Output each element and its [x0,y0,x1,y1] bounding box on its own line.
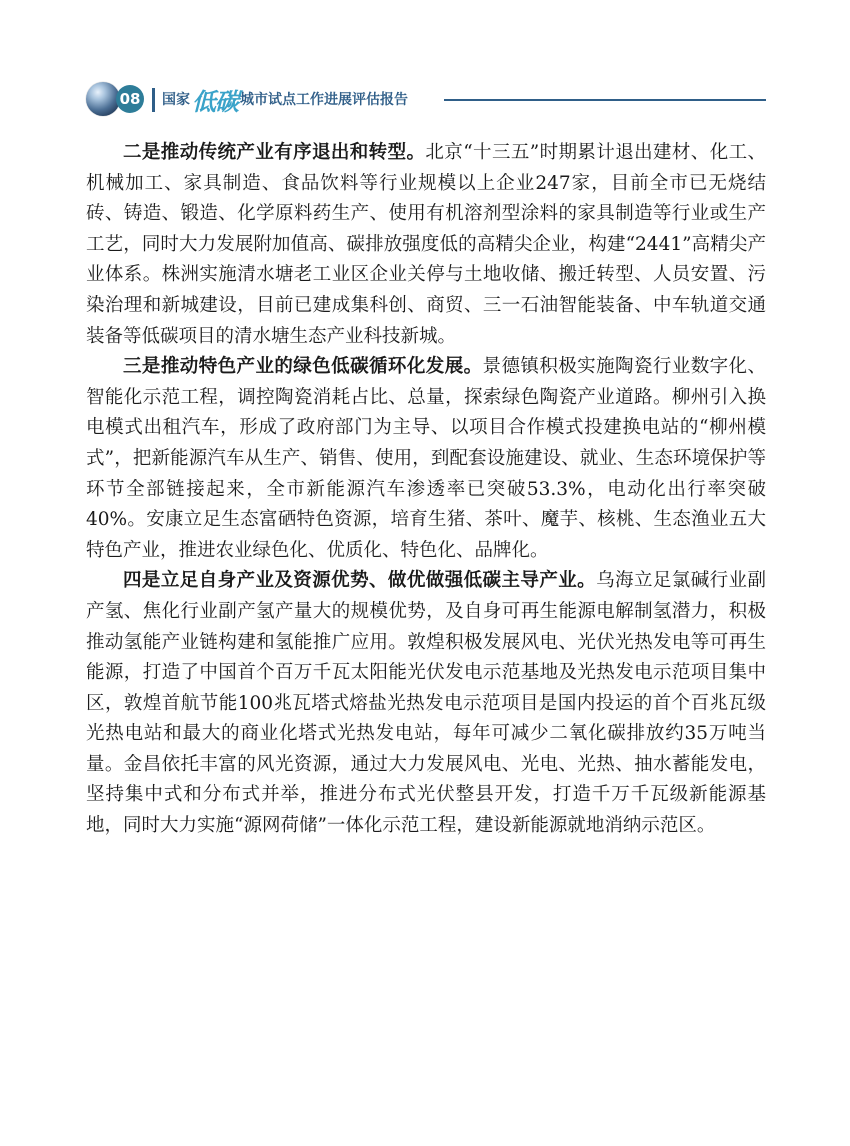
header-divider [152,88,155,112]
report-title-prefix: 国家 [162,92,190,108]
paragraph-leading-low-carbon-industry [86,566,766,841]
body-text [86,138,766,842]
page-header [86,82,766,118]
paragraph-traditional-industry-exit [86,138,766,352]
paragraph-lead: 四是立足自身产业及资源优势、做优做强低碳主导产业。 [123,570,597,592]
paragraph-body: 北京“十三五”时期累计退出建材、化工、机械加工、家具制造、食品饮料等行业规模以上企业247家，目前全市已无烧结砖、铸造、锻造、化学原料药生产、使用有机溶剂型涂料的家具制造等行业或生产工艺，同时大力发展附加值高、碳排放强度低的高精尖企业，构建“2441”高精尖产业体系。株洲实施清水塘老工业区企业关停与土地收储、搬迁转型、人员安置、污染治理和新城建设，目前已建成集科创、商贸、三一石油智能装备、中车轨道交通装备等低碳项目的清水塘生态产业科技新城。 [86,142,766,347]
paragraph-body: 乌海立足氯碱行业副产氢、焦化行业副产氢产量大的规模优势，及自身可再生能源电解制氢潜力，积极推动氢能产业链构建和氢能推广应用。敦煌积极发展风电、光伏光热发电等可再生能源，打造了中国首个百万千瓦太阳能光伏发电示范基地及光热发电示范项目集中区，敦煌首航节能100兆瓦塔式熔盐光热发电示范项目是国内投运的首个百兆瓦级光热电站和最大的商业化塔式光热发电站，每年可减少二氧化碳排放约35万吨当量。金昌依托丰富的风光资源，通过大力发展风电、光电、光热、抽水蓄能发电，坚持集中式和分布式并举，推进分布式光伏整县开发，打造千万千瓦级新能源基地，同时大力实施“源网荷储”一体化示范工程，建设新能源就地消纳示范区。 [86,570,766,837]
globe-icon [86,82,120,116]
paragraph-body: 景德镇积极实施陶瓷行业数字化、智能化示范工程，调控陶瓷消耗占比、总量，探索绿色陶瓷产业道路。柳州引入换电模式出租汽车，形成了政府部门为主导、以项目合作模式投建换电站的“柳州模式”，把新能源汽车从生产、销售、使用，到配套设施建设、就业、生态环境保护等环节全部链接起来，全市新能源汽车渗透率已突破53.3%，电动化出行率突破40%。安康立足生态富硒特色资源，培育生猪、茶叶、魔芋、核桃、生态渔业五大特色产业，推进农业绿色化、优质化、特色化、品牌化。 [86,356,766,561]
report-title-accent: 低碳 [192,86,238,116]
page-number-badge: 08 [116,85,144,113]
paragraph-specialty-industry [86,352,766,566]
paragraph-lead: 二是推动传统产业有序退出和转型。 [123,142,426,163]
report-title [162,85,408,116]
paragraph-lead: 三是推动特色产业的绿色低碳循环化发展。 [123,356,483,378]
header-rule [444,99,766,101]
report-title-suffix: 城市试点工作进展评估报告 [240,92,408,108]
